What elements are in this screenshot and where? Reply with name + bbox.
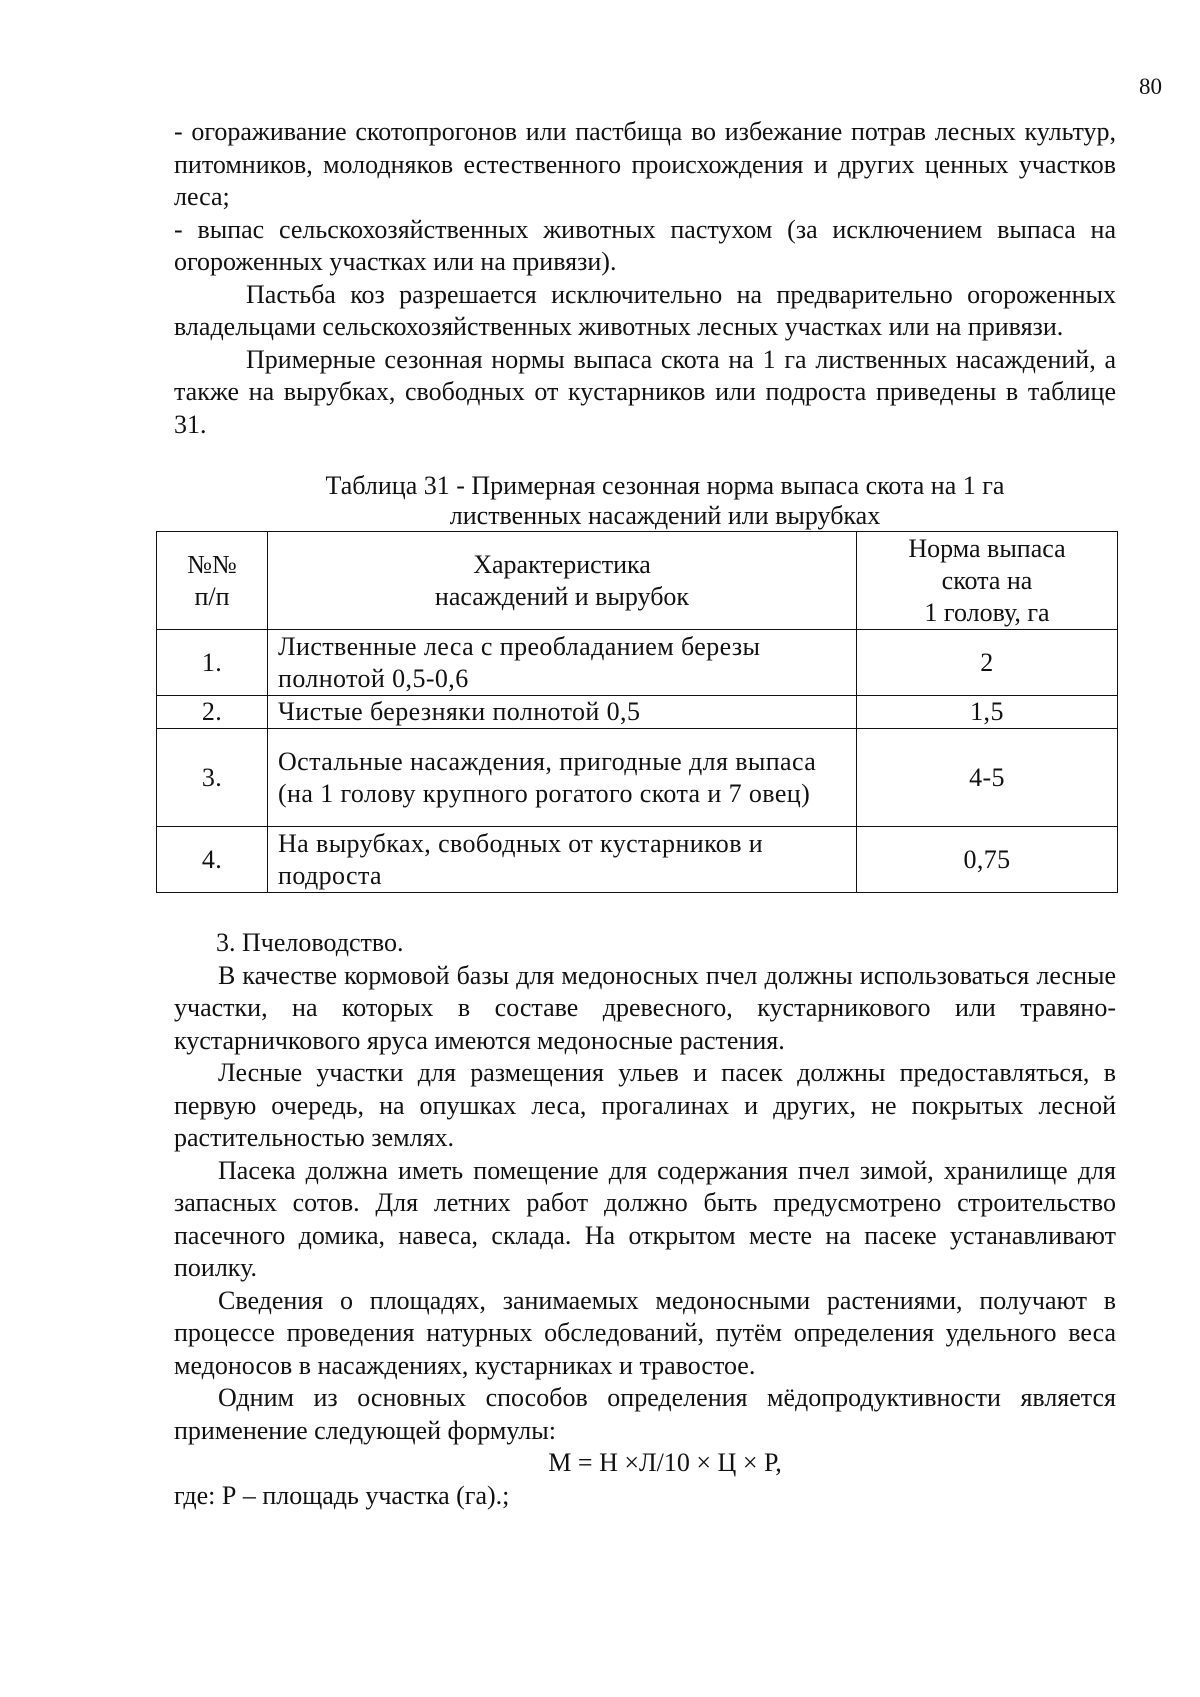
header-number xyxy=(157,532,268,630)
header-number-line1: №№ xyxy=(187,549,237,579)
header-description-line2: насаждений и вырубок xyxy=(434,581,690,611)
paragraph-fencing: - огораживание скотопрогонов или пастбища во избежание потрав лесных культур, питомников, молодняков естественного происхождения и других ценных участков леса; xyxy=(174,117,1116,211)
table-caption-line1: Таблица 31 - Примерная сезонная норма выпаса скота на 1 га xyxy=(325,471,1005,500)
table-caption xyxy=(174,471,1116,531)
row-number: 4. xyxy=(157,827,268,893)
table-header-row xyxy=(157,532,1118,630)
header-description-line1: Характеристика xyxy=(473,549,651,579)
row-description: На вырубках, свободных от кустарников и подроста xyxy=(268,827,857,893)
row-norm: 0,75 xyxy=(857,827,1118,893)
paragraph-goats: Пастьба коз разрешается исключительно на предварительно огороженных владельцами сельскохозяйственных животных лесных участках или на привязи. xyxy=(174,279,1116,341)
section-heading-beekeeping: 3. Пчеловодство. xyxy=(216,928,404,957)
paragraph-apiary-buildings: Пасека должна иметь помещение для содержания пчел зимой, хранилище для запасных сотов. Для летних работ должно быть предусмотрено строительство пасечного домика, навеса, склада. На открытом месте на пасеке устанавливают поилку. xyxy=(174,1155,1116,1282)
paragraph-formula-intro: Одним из основных способов определения мёдопродуктивности является применение следующей формулы: xyxy=(174,1383,1116,1445)
row-number: 2. xyxy=(157,696,268,729)
paragraph-apiary-placement: Лесные участки для размещения ульев и пасек должны предоставляться, в первую очередь, на опушках леса, прогалинах и других, не покрытых лесной растительностью землях. xyxy=(174,1058,1116,1152)
header-norm-line3: 1 голову, га xyxy=(924,597,1050,627)
page-number: 80 xyxy=(1139,74,1162,99)
header-norm-line2: скота на xyxy=(941,565,1033,595)
row-description: Чистые березняки полнотой 0,5 xyxy=(268,696,857,729)
header-norm xyxy=(857,532,1118,630)
row-number: 1. xyxy=(157,630,268,696)
paragraph-norms: Примерные сезонная нормы выпаса скота на 1 га лиственных насаждений, а также на вырубках, свободных от кустарников или подроста приведены в таблице 31. xyxy=(174,344,1116,439)
grazing-norms-table xyxy=(156,531,1118,893)
table-row xyxy=(157,729,1118,827)
table-row xyxy=(157,696,1118,729)
honey-productivity-formula: М = Н ×Л/10 × Ц × Р, xyxy=(548,1448,782,1477)
row-number: 3. xyxy=(157,729,268,827)
paragraph-forage-base: В качестве кормовой базы для медоносных пчел должны использоваться лесные участки, на которых в составе древесного, кустарникового или травяно-кустарничкового яруса имеются медоносные растения. xyxy=(174,960,1116,1055)
header-description xyxy=(268,532,857,630)
header-norm-line1: Норма выпаса xyxy=(908,533,1066,563)
row-norm: 1,5 xyxy=(857,696,1118,729)
table-caption-line2: лиственных насаждений или вырубках xyxy=(449,501,881,530)
header-number-line2: п/п xyxy=(194,581,230,611)
row-norm: 4-5 xyxy=(857,729,1118,827)
row-description: Лиственные леса с преобладанием березы полнотой 0,5-0,6 xyxy=(268,630,857,696)
paragraph-shepherd: - выпас сельскохозяйственных животных пастухом (за исключением выпаса на огороженных участках или на привязи). xyxy=(174,214,1116,276)
document-body xyxy=(174,116,1116,1512)
table-row xyxy=(157,630,1118,696)
table-row xyxy=(157,827,1118,893)
row-description: Остальные насаждения, пригодные для выпаса (на 1 голову крупного рогатого скота и 7 овец) xyxy=(268,729,857,827)
row-norm: 2 xyxy=(857,630,1118,696)
paragraph-honey-plant-areas: Сведения о площадях, занимаемых медоносными растениями, получают в процессе проведения натурных обследований, путём определения удельного веса медоносов в насаждениях, кустарниках и травостое. xyxy=(174,1285,1116,1380)
formula-legend: где: Р – площадь участка (га).; xyxy=(174,1480,510,1510)
